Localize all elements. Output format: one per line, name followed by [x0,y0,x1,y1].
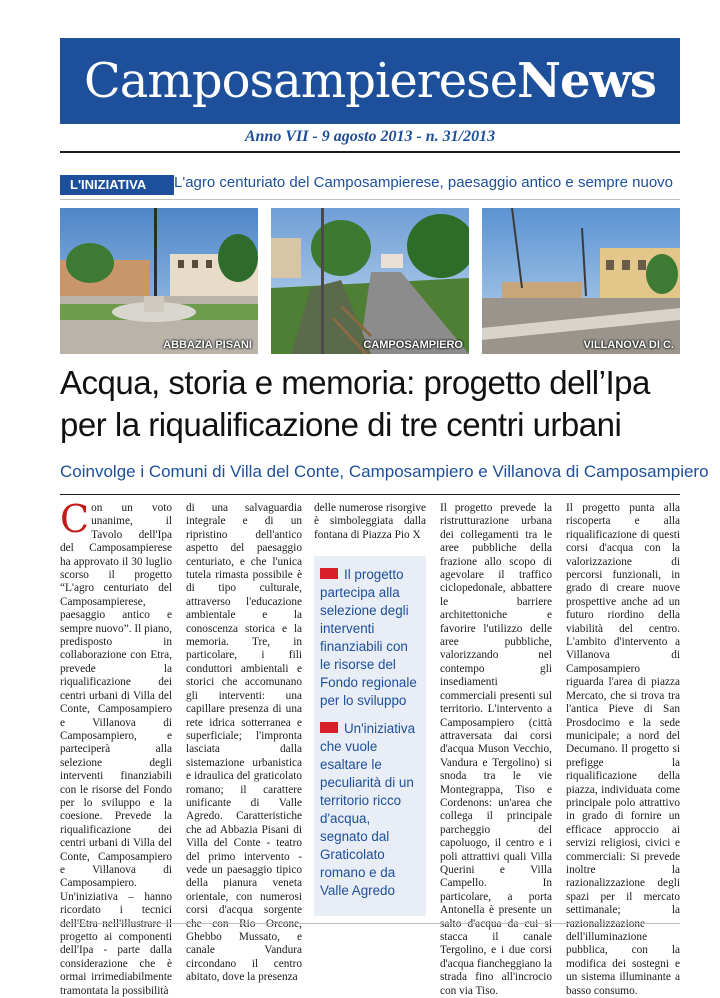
column-text: Il progetto punta alla riscoperta e alla riqualificazione di questi corsi d'acqua con la valorizzazione di percorsi funzionali, in grado di creare nuove prospettive anche ad un futuro riordino della viabilità del centro. L'ambito d'intervento a Villanova di Camposampiero riguarda l'area di piazza Mercato, che si trova tra l'antica Pieve di San Prosdocimo e la sede municipale; a nord del Decumano. Il progetto si prefigge la riqualificazione della piazza, individuata come principale polo attrattivo in grado di fornire un efficace approccio ai servizi religiosi, civici e commerciali: Si prevede inoltre la razionalizzazione degli spazi per il mercato settimanale; la dell'illuminazione pubblica, con la modifica dei sostegni e un sistema illuminante a basso consumo. [566,502,680,997]
photo-abbazia-pisani [60,208,258,354]
headline-line-2: per la riqualificazione di tre centri urbani [60,406,622,443]
article-column-2 [186,502,302,985]
divider [60,151,680,153]
box-item-text: Il progetto partecipa alla selezione degli interventi finanziabili con le risorse del Fondo regionale per lo sviluppo [320,567,417,708]
bullet-square-icon [320,722,338,733]
column-text: di una salvaguardia integrale e di un ripristino dell'antico aspetto del paesaggio centuriato, e che l'unica tutela rimasta possibile è di tipo culturale, attraverso l'educazione ambientale e la conoscenza storica e la memoria. Tre, in particolare, i fili conduttori ambientali e storici che accomunano gli interventi: una capillare presenza di una rete idrica sotterranea e superficiale; l'impronta lasciata dalla sistemazione urbanistica e idraulica del graticolato romano; il carattere unificante di Valle Agredo. Caratteristiche che ad Abbazia Pisani di Villa del Conte - teatro del primo intervento - vede un paesaggio tipico della pianura veneta orientale, con numerosi corsi d'acqua sorgente Ghebbo Mussato, e canale Vandura circondano il centro abitato, dove la presenza [186,502,302,984]
column-text: Il progetto prevede la ristrutturazione urbana dei collegamenti tra le aree pubbliche della frazione allo scopo di agevolare il traffico ciclopedonale, abbattere le barriere architettoniche e favorire l'utilizzo delle aree pubbliche, valorizzando nel contempo gli insediamenti commerciali presenti sul territorio. L'intervento a Camposampiero (città attraversata dai corsi d'acqua Muson Vecchio, Vandura e Tergolino) si snoda tra le vie Montegrappa, Tiso e Cordenons: un'area che collega il principale parcheggio del capoluogo, il centro e i poli attrattivi quali Villa Querini e Villa Campello. In particolare, a porta Antonella è presente un stacca il canale Tergolino, e i due corsi d'acqua fiancheggiano la strada fino all'incrocio con via Tiso. [440,502,552,997]
masthead-title-part2: News [517,53,656,109]
box-item-text: Un'iniziativa che vuole esaltare le peculiarità di un territorio ricco d'acqua, segnato dal Graticolato romano e da Valle Agredo [320,721,416,898]
section-kicker: L'INIZIATIVA [60,175,174,195]
section-title: L'agro centuriato del Camposampierese, paesaggio antico e sempre nuovo [174,174,673,191]
box-item-2 [320,720,420,900]
subheadline: Coinvolge i Comuni di Villa del Conte, Camposampiero e Villanova di Camposampiero [60,462,709,481]
issue-line: Anno VII - 9 agosto 2013 - n. 31/2013 [244,128,496,145]
column-text: delle numerose risorgive è simboleggiata dalla fontana di Piazza Pio X [314,502,426,541]
photo-caption: CAMPOSAMPIERO [363,339,463,351]
photo-camposampiero [271,208,469,354]
headline [60,362,680,446]
photo-caption: VILLANOVA DI C. [583,339,674,351]
box-item-1 [320,566,420,710]
sidebar-box [314,556,426,916]
divider [60,199,680,200]
masthead [60,38,680,124]
headline-line-1: Acqua, storia e memoria: progetto dell’Ipa [60,364,650,401]
article-column-3 [314,502,426,542]
photo-caption: ABBAZIA PISANI [163,339,252,351]
drop-cap: C [60,497,90,541]
divider [60,923,680,924]
photo-villanova [482,208,680,354]
column-text: on un voto unanime, il Tavolo dell'Ipa del Camposampierese ha approvato il 30 luglio scorso il progetto “L'agro centuriato del Camposampierese, paesaggio antico e sempre nuovo”. Il piano, predisposto in collaborazione con Etra, prevede la riqualificazione dei centri urbani di Villa del Conte, Camposampiero e Villanova di Camposampiero, e parteciperà alla selezione degli interventi finanziabili con le risorse del Fondo per lo sviluppo e la coesione. Prevede la riqualificazione dei centri urbani di Villa del Conte, Camposampiero e Villanova di Camposampiero. Un'iniziativa – hanno ricordato i tecnici progetto ai componenti dell'Ipa - parte dalla considerazione che è ormai irrimediabilmente tramontata la possibilità [60,502,172,997]
masthead-title-part1: Camposampierese [84,53,518,109]
divider [60,494,680,495]
bullet-square-icon [320,568,338,579]
